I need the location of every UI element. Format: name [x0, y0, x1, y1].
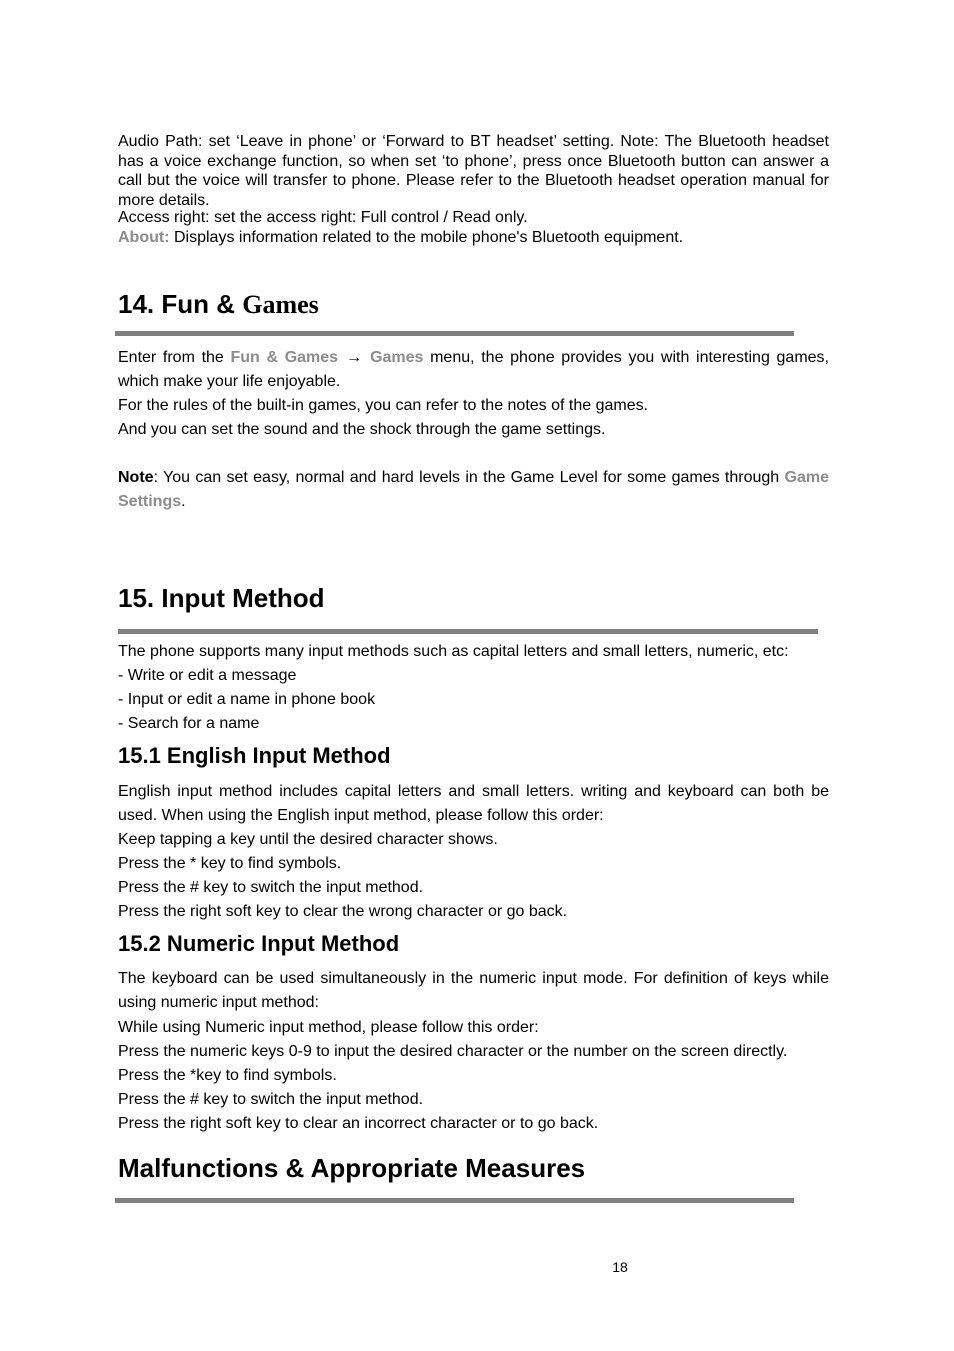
- malfunctions-heading: Malfunctions & Appropriate Measures: [118, 1153, 586, 1183]
- numeric-step: While using Numeric input method, please follow this order:: [118, 1019, 539, 1036]
- note-text: : You can set easy, normal and hard levels in the Game Level for some games through: [153, 469, 785, 486]
- section-15-2-paragraph: The keyboard can be used simultaneously in the numeric input mode. For definition of keys while using numeric input method:: [118, 970, 829, 1011]
- list-item: - Search for a name: [118, 715, 260, 732]
- section-14-rule: [115, 331, 794, 336]
- section-14-heading-serif: Games: [242, 290, 319, 319]
- about-text: Displays information related to the mobile phone's Bluetooth equipment.: [169, 229, 684, 246]
- malfunctions-rule: [115, 1198, 794, 1203]
- list-item: - Input or edit a name in phone book: [118, 691, 376, 708]
- section-15-intro: The phone supports many input methods such as capital letters and small letters, numeric, etc:: [118, 643, 789, 660]
- english-step: Keep tapping a key until the desired character shows.: [118, 831, 498, 848]
- english-step: Press the right soft key to clear the wrong character or go back.: [118, 903, 568, 920]
- menu-fun-games: Fun & Games: [230, 349, 339, 366]
- game-settings-link: Game Settings: [118, 469, 829, 510]
- page-number: 18: [612, 1259, 628, 1275]
- menu-games: Games: [370, 349, 424, 366]
- section-15-heading: 15. Input Method: [118, 583, 325, 613]
- section-15-2-heading: 15.2 Numeric Input Method: [118, 931, 400, 956]
- section-14-heading-main: 14. Fun &: [118, 289, 243, 319]
- about-label: About:: [118, 229, 170, 246]
- games-sound-line: And you can set the sound and the shock through the game settings.: [118, 421, 606, 438]
- access-right-line: Access right: set the access right: Full control / Read only.: [118, 209, 528, 226]
- english-step: Press the * key to find symbols.: [118, 855, 342, 872]
- audio-path-paragraph: Audio Path: set ‘Leave in phone’ or ‘Forward to BT headset’ setting. Note: The Bluetooth headset has a voice exchange function, so when set ‘to phone’, press once Bluetooth button can answer a call but the voice will transfer to phone. Please refer to the Bluetooth headset operation manual for more details.: [118, 133, 829, 209]
- section-15-1-heading: 15.1 English Input Method: [118, 743, 391, 768]
- numeric-step: Press the right soft key to clear an incorrect character or to go back.: [118, 1115, 599, 1132]
- section-15-rule: [118, 629, 818, 634]
- section-15-1-paragraph: English input method includes capital letters and small letters. writing and keyboard can both be used. When using the English input method, please follow this order:: [118, 783, 829, 824]
- note-end: .: [181, 493, 186, 510]
- arrow-right-icon: →: [346, 349, 363, 366]
- intro-end-text: menu, the phone provides you with interesting games, which make your life enjoyable.: [118, 349, 829, 390]
- games-rules-line: For the rules of the built-in games, you can refer to the notes of the games.: [118, 397, 649, 414]
- english-step: Press the # key to switch the input method.: [118, 879, 424, 896]
- numeric-step: Press the numeric keys 0-9 to input the desired character or the number on the screen directly.: [118, 1043, 788, 1060]
- numeric-step: Press the # key to switch the input method.: [118, 1091, 424, 1108]
- numeric-step: Press the *key to find symbols.: [118, 1067, 337, 1084]
- about-line: [118, 227, 683, 249]
- note-label: Note: [118, 469, 154, 486]
- games-note: [118, 466, 829, 514]
- section-14-intro: [118, 346, 829, 394]
- intro-start-text: Enter from the: [118, 349, 231, 366]
- list-item: - Write or edit a message: [118, 667, 297, 684]
- section-14-heading: [118, 289, 319, 320]
